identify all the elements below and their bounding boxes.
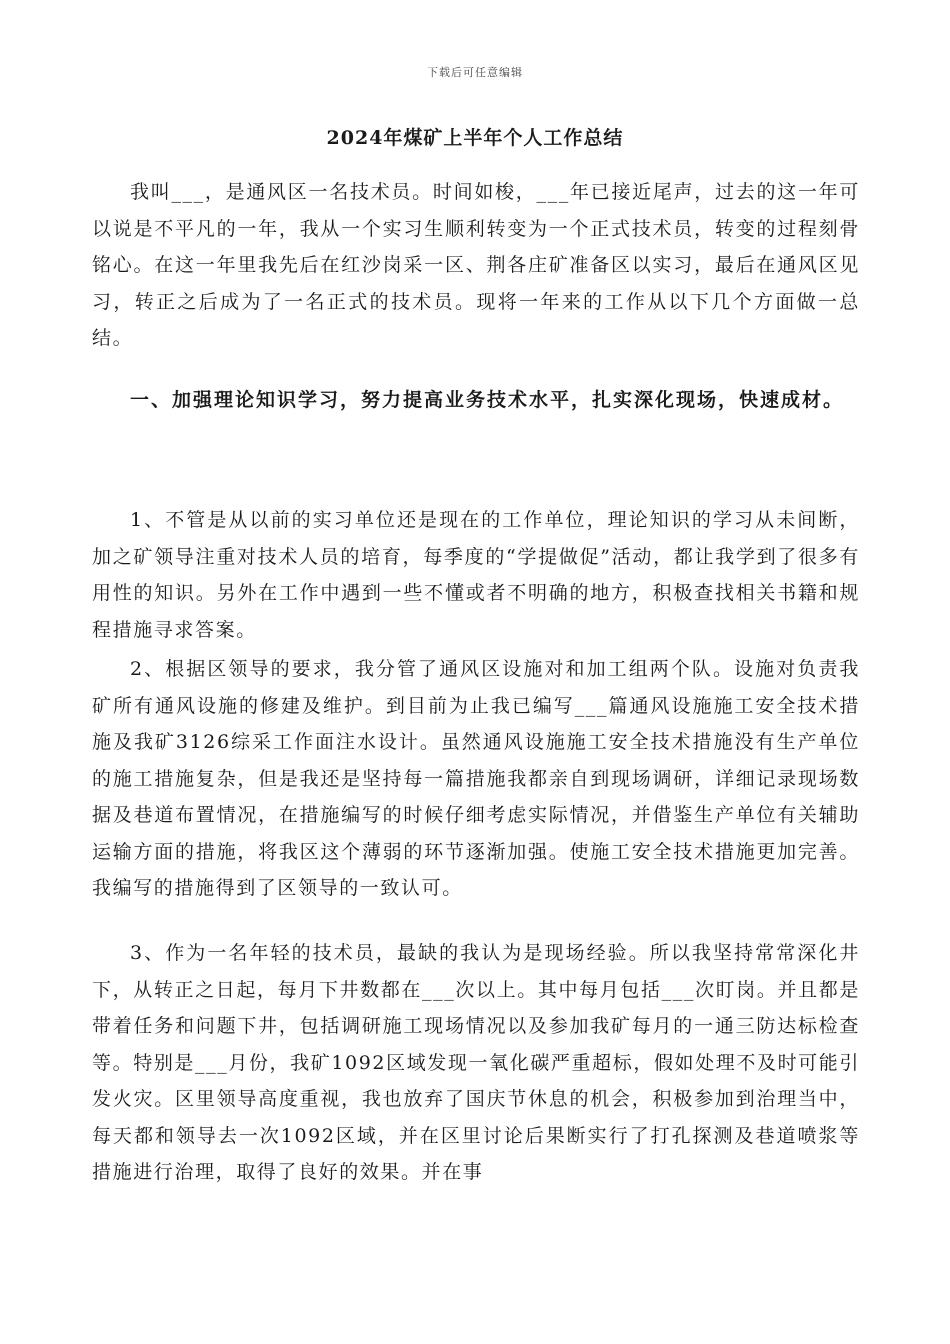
section-1-item-1: 1、不管是从以前的实习单位还是现在的工作单位，理论知识的学习从未间断，加之矿领导注重对技术人员的培育，每季度的“学提做促”活动，都让我学到了很多有用性的知识。另外在工作中遇到一些不懂或者不明确的地方，积极查找相关书籍和规程措施寻求答案。 bbox=[92, 509, 860, 641]
document-title: 2024年煤矿上半年个人工作总结 bbox=[326, 127, 624, 149]
section-1-item-2: 2、根据区领导的要求，我分管了通风区设施对和加工组两个队。设施对负责我矿所有通风设施的修建及维护。到目前为止我已编写___篇通风设施施工安全技术措施及我矿3126综采工作面注水设计。虽然通风设施施工安全技术措施没有生产单位的施工措施复杂，但是我还是坚持每一篇措施我都亲自到现场调研，详细记录现场数据及巷道布置情况，在措施编写的时候仔细考虑实际情况，并借鉴生产单位有关辅助运输方面的措施，将我区这个薄弱的环节逐渐加强。使施工安全技术措施更加完善。我编写的措施得到了区领导的一致认可。 bbox=[92, 658, 860, 899]
section-1-item-3: 3、作为一名年轻的技术员，最缺的我认为是现场经验。所以我坚持常常深化井下，从转正之日起，每月下井数都在___次以上。其中每月包括___次盯岗。并且都是带着任务和问题下井，包括调研施工现场情况以及参加我矿每月的一通三防达标检查等。特别是___月份，我矿1092区域发现一氧化碳严重超标，假如处理不及时可能引发火灾。区里领导高度重视，我也放弃了国庆节休息的机会，积极参加到治理当中，每天都和领导去一次1092区域，并在区里讨论后果断实行了打孔探测及巷道喷浆等措施进行治理，取得了良好的效果。并在事 bbox=[92, 942, 860, 1183]
header-note: 下载后可任意编辑 bbox=[427, 66, 523, 79]
section-1-heading: 一、加强理论知识学习，努力提高业务技术水平，扎实深化现场，快速成材。 bbox=[130, 389, 845, 411]
intro-paragraph: 我叫___，是通风区一名技术员。时间如梭，___年已接近尾声，过去的这一年可以说是不平凡的一年，我从一个实习生顺利转变为一个正式技术员，转变的过程刻骨铭心。在这一年里我先后在红沙岗采一区、荆各庄矿准备区以实习，最后在通风区见习，转正之后成为了一名正式的技术员。现将一年来的工作从以下几个方面做一总结。 bbox=[92, 181, 860, 349]
